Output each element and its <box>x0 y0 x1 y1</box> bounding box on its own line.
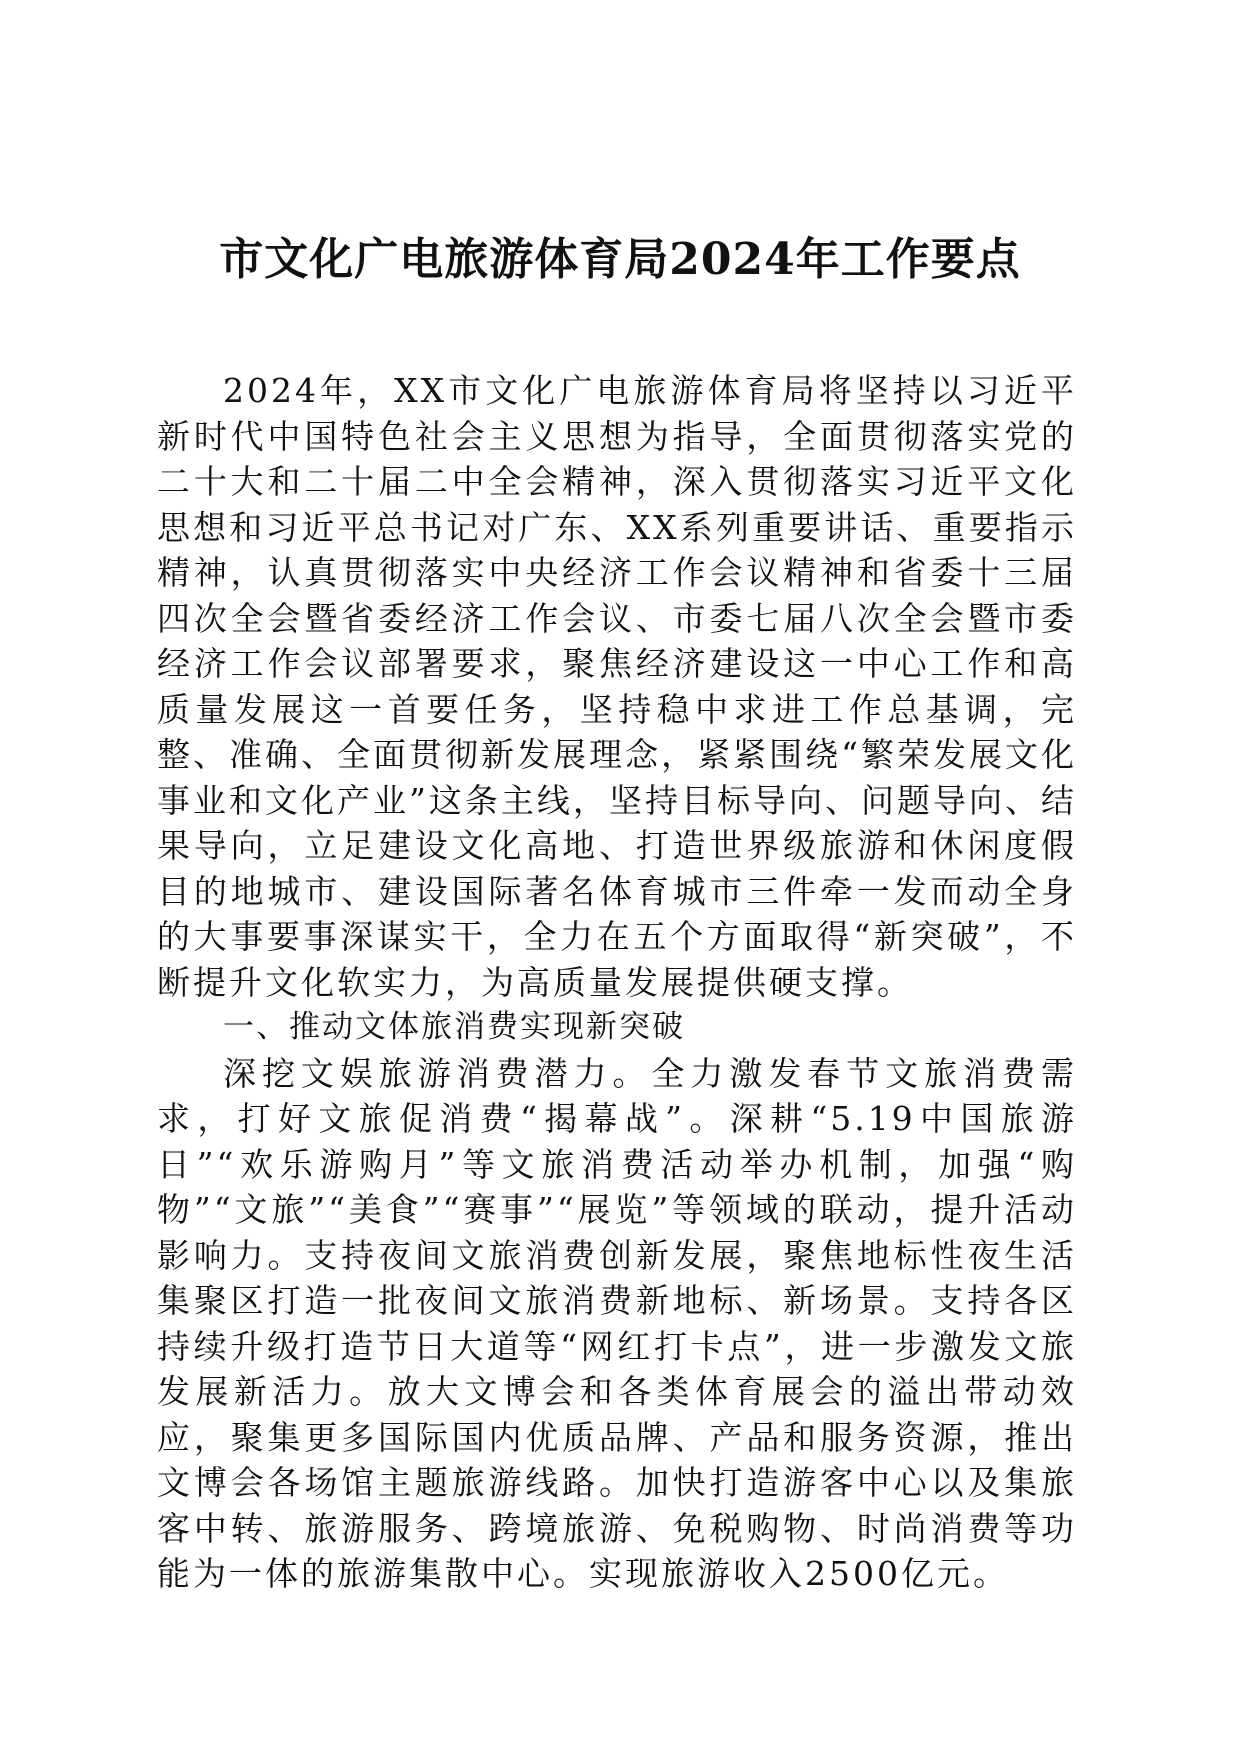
intro-paragraph: 2024年，XX市文化广电旅游体育局将坚持以习近平新时代中国特色社会主义思想为指导，全面贯彻落实党的二十大和二十届二中全会精神，深入贯彻落实习近平文化思想和习近平总书记对广东、XX系列重要讲话、重要指示精神，认真贯彻落实中央经济工作会议精神和省委十三届四次全会暨省委经济工作会议、市委七届八次全会暨市委经济工作会议部署要求，聚焦经济建设这一中心工作和高质量发展这一首要任务，坚持稳中求进工作总基调，完整、准确、全面贯彻新发展理念，紧紧围绕“繁荣发展文化事业和文化产业”这条主线，坚持目标导向、问题导向、结果导向，立足建设文化高地、打造世界级旅游和休闲度假目的地城市、建设国际著名体育城市三件牵一发而动全身的大事要事深谋实干，全力在五个方面取得“新突破”，不断提升文化软实力，为高质量发展提供硬支撑。 <box>157 371 1077 1002</box>
document-title: 市文化广电旅游体育局2024年工作要点 <box>219 234 1021 285</box>
document-body <box>157 368 1077 1597</box>
section-heading: 一、推动文体旅消费实现新突破 <box>223 1009 685 1045</box>
section-paragraph: 深挖文娱旅游消费潜力。全力激发春节文旅消费需求，打好文旅促消费“揭幕战”。深耕“5.19中国旅游日”“欢乐游购月”等文旅消费活动举办机制，加强“购物”“文旅”“美食”“赛事”“展览”等领域的联动，提升活动影响力。支持夜间文旅消费创新发展，聚焦地标性夜生活集聚区打造一批夜间文旅消费新地标、新场景。支持各区持续升级打造节日大道等“网红打卡点”，进一步激发文旅发展新活力。放大文博会和各类体育展会的溢出带动效应，聚集更多国际国内优质品牌、产品和服务资源，推出文博会各场馆主题旅游线路。加快打造游客中心以及集旅客中转、旅游服务、跨境旅游、免税购物、时尚消费等功能为一体的旅游集散中心。实现旅游收入2500亿元。 <box>157 1053 1077 1593</box>
